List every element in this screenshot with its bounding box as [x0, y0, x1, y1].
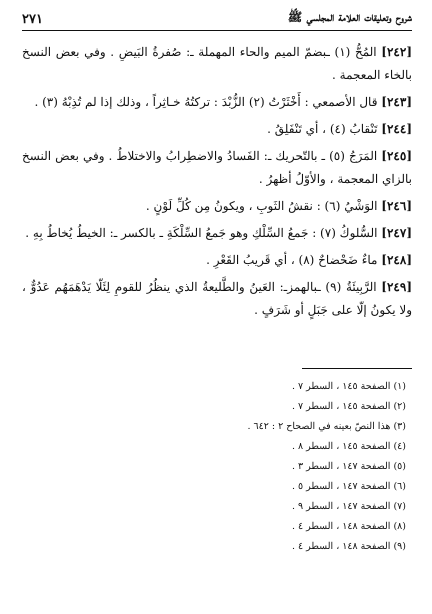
main-text: [22, 41, 412, 322]
running-header: [22, 10, 412, 31]
entry-text: المُحُّ (١) ـبضمّ الميم والحاء المهملة ـ: صُفرةُ البَيضِ . وفي بعض النسخ بالخاء المعجمة .: [22, 45, 412, 82]
footnote: (٢) الصفحة ١٤٥ ، السطر ٧ .: [291, 401, 406, 412]
footnote: (٤) الصفحة ١٤٥ ، السطر ٨ .: [291, 441, 406, 452]
entry-paragraph: [22, 91, 412, 114]
footnote: (٦) الصفحة ١٤٧ ، السطر ٥ .: [291, 481, 406, 492]
entry-paragraph: [22, 249, 412, 272]
entry-number: [٢٤٥]: [381, 149, 412, 163]
entry-paragraph: [22, 145, 412, 191]
entry-number: [٢٤٣]: [381, 95, 412, 109]
entry-paragraph: [22, 118, 412, 141]
footnote: (١) الصفحة ١٤٥ ، السطر ٧ .: [291, 381, 406, 392]
entry-paragraph: [22, 195, 412, 218]
entry-text: قال الأصمعي : أَخْثَرْتُ (٢) الزُّبْدَ : تركتُهُ خـاثِراً ، وذلك إذا لم تُذِبْهُ (٣) .: [34, 95, 378, 109]
entry-text: تَنْقابُ (٤) ، أي تَنْفَلِقُ .: [267, 122, 378, 136]
page-number: ٢٧١: [22, 12, 43, 27]
footnote: (٣) هذا النصّ بعينه في الصحاح ٢ : ٦٤٢ .: [247, 421, 406, 432]
entry-text: المَرَجُ (٥) ـ بالتّحريك ـ: الفَسادُ والاضطِرابُ والاختلاطُ . وفي بعض النسخ بالزاي المعجمة ، والأوّلُ أظهرُ .: [22, 149, 412, 186]
header-title: شروح وتعليقات العلامة المجلسي ﷺ: [287, 10, 412, 24]
entry-text: الوَشْيُ (٦) : نقشُ الثَوبِ ، ويكونُ مِن كُلِّ لَوْنٍ .: [145, 199, 378, 213]
entry-number: [٢٤٨]: [381, 253, 412, 267]
entry-paragraph: [22, 276, 412, 322]
footnote: (٧) الصفحة ١٤٧ ، السطر ٩ .: [291, 501, 406, 512]
footnotes: [22, 377, 412, 557]
footnote: (٥) الصفحة ١٤٧ ، السطر ٣ .: [291, 461, 406, 472]
entry-paragraph: [22, 222, 412, 245]
footnote: (٩) الصفحة ١٤٨ ، السطر ٤ .: [291, 541, 406, 552]
entry-number: [٢٤٢]: [381, 45, 412, 59]
footnote-divider: [302, 368, 412, 369]
entry-number: [٢٤٧]: [381, 226, 412, 240]
entry-paragraph: [22, 41, 412, 87]
entry-text: ماءٌ ضَحْضاحٌ (٨) ، أي قَريبُ القَعْرِ .: [206, 253, 378, 267]
entry-number: [٢٤٩]: [381, 280, 413, 294]
entry-text: السُّلوكُ (٧) : جَمعُ السِّلْكِ وهو جَمعُ السِّلْكَةِ ـ بالكسر ـ: الخيطُ يُخاطُ بِهِ .: [25, 226, 378, 240]
entry-text: الرَّبِيئَةُ (٩) ـبالهمزـ: العَينُ والطَّليعةُ الذي ينظُرُ للقومِ لِئَلّا يَدْهَمَهُم عَدُوٌّ ، ولا يكونُ إلّا على جَبَلٍ أو شَرَفٍ .: [22, 280, 412, 317]
entry-number: [٢٤٤]: [381, 122, 412, 136]
entry-number: [٢٤٦]: [381, 199, 412, 213]
footnote: (٨) الصفحة ١٤٨ ، السطر ٤ .: [291, 521, 406, 532]
